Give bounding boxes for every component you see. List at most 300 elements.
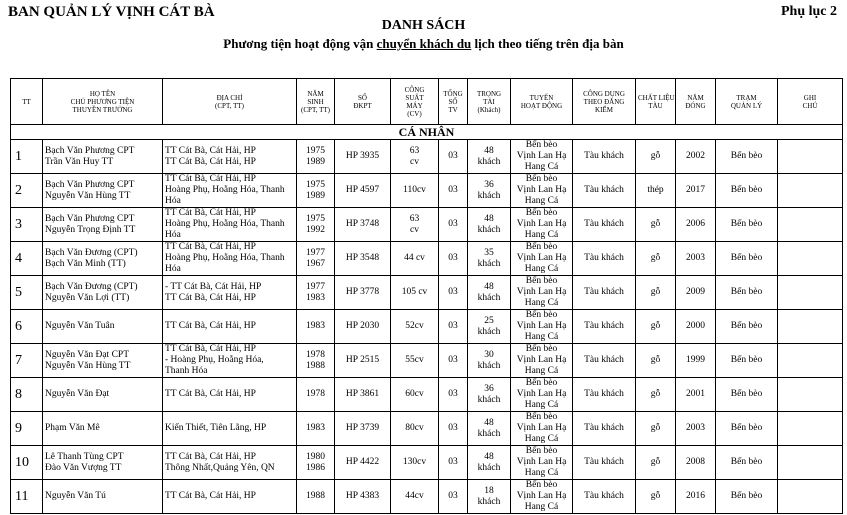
header-label-line: SỐ [358, 93, 367, 102]
cell-tt: 7 [11, 344, 43, 378]
cell-route-line: Vịnh Lan Hạ [516, 389, 567, 399]
col-tt: TT [11, 79, 43, 125]
cell-power [391, 174, 439, 208]
cell-station: Bến bèo [716, 480, 778, 514]
cell-birth [297, 174, 335, 208]
cell-usage: Tàu khách [573, 480, 636, 514]
cell-reg: HP 4422 [335, 446, 391, 480]
header-label-line: TẢI [483, 97, 495, 106]
col-power [391, 79, 439, 125]
header-label-line: (Khách) [477, 105, 501, 114]
cell-power [391, 208, 439, 242]
cell-station: Bến bèo [716, 276, 778, 310]
cell-route-line: Hang Cá [524, 400, 559, 410]
cell-address-line: Kiến Thiết, Tiên Lãng, HP [165, 423, 267, 433]
cell-birth-line: 1975 [306, 179, 325, 190]
cell-owner [43, 446, 163, 480]
cell-owner [43, 140, 163, 174]
cell-route-line: Vịnh Lan Hạ [516, 491, 567, 501]
cell-year: 2016 [676, 480, 716, 514]
cell-power-line: 60cv [405, 389, 424, 399]
cell-route-line: Hang Cá [524, 162, 559, 172]
cell-route-line: Vịnh Lan Hạ [516, 151, 567, 161]
subtitle-part-2: lịch theo tiếng trên địa bàn [471, 36, 624, 51]
header-label-line: (CV) [407, 109, 422, 118]
cell-address-line: Thông Nhất,Quảng Yên, QN [165, 462, 275, 473]
header-label-line: TRỌNG [476, 89, 502, 98]
cell-address-line: TT Cát Bà, Cát Hải, HP [165, 344, 256, 354]
cell-note [778, 446, 843, 480]
cell-capacity-line: khách [477, 360, 501, 371]
cell-note [778, 412, 843, 446]
cell-tt: 8 [11, 378, 43, 412]
cell-birth [297, 446, 335, 480]
cell-capacity [468, 276, 511, 310]
cell-capacity-line: 36 [484, 179, 494, 190]
cell-route-line: Bến bèo [525, 446, 558, 456]
cell-route-line: Hang Cá [524, 298, 559, 308]
cell-year: 2000 [676, 310, 716, 344]
col-year [676, 79, 716, 125]
cell-power-line: 55cv [405, 355, 424, 365]
cell-crew: 03 [439, 446, 468, 480]
cell-capacity [468, 140, 511, 174]
cell-owner-line: Nguyễn Văn Đạt [45, 389, 110, 399]
cell-station: Bến bèo [716, 140, 778, 174]
section-row [11, 125, 843, 140]
cell-route-line: Hang Cá [524, 264, 559, 274]
cell-material: gỗ [636, 242, 676, 276]
header-label-line: (CPT, TT) [301, 105, 330, 114]
cell-birth [297, 140, 335, 174]
cell-route [511, 378, 573, 412]
cell-station: Bến bèo [716, 378, 778, 412]
cell-crew: 03 [439, 378, 468, 412]
table-row [11, 242, 843, 276]
cell-tt: 1 [11, 140, 43, 174]
cell-owner-line: Nguyễn Văn Đạt CPT [45, 349, 129, 360]
cell-birth-line: 1988 [306, 360, 325, 371]
table-row [11, 174, 843, 208]
cell-route-line: Bến bèo [525, 480, 558, 490]
cell-capacity [468, 446, 511, 480]
cell-route-line: Bến bèo [525, 412, 558, 422]
col-capacity [468, 79, 511, 125]
header-label-line: ĐỊA CHỈ [216, 93, 243, 102]
cell-capacity-line: khách [477, 224, 501, 235]
table-row [11, 276, 843, 310]
cell-address-line: TT Cát Bà, Cát Hải, HP [165, 145, 256, 156]
cell-address-line: TT Cát Bà, Cát Hải, HP [165, 389, 256, 399]
col-crew [439, 79, 468, 125]
cell-power [391, 242, 439, 276]
header-label-line: ĐÓNG [685, 101, 706, 110]
cell-owner-line: Bạch Văn Đương (CPT) [45, 247, 138, 258]
cell-route-line: Vịnh Lan Hạ [516, 219, 567, 229]
cell-reg: HP 3861 [335, 378, 391, 412]
cell-owner-line: Nguyễn Trọng Định TT [45, 224, 136, 235]
cell-owner [43, 344, 163, 378]
cell-route-line: Bến bèo [525, 242, 558, 252]
cell-birth-line: 1983 [306, 292, 325, 303]
cell-address [163, 480, 297, 514]
cell-route [511, 276, 573, 310]
cell-route [511, 310, 573, 344]
cell-power-line: 44cv [405, 491, 424, 501]
cell-birth-line: 1989 [306, 190, 325, 201]
cell-capacity-line: khách [477, 258, 501, 269]
cell-route-line: Vịnh Lan Hạ [516, 253, 567, 263]
cell-birth [297, 412, 335, 446]
table-row [11, 480, 843, 514]
cell-owner-line: Nguyễn Văn Hùng TT [45, 190, 131, 201]
cell-birth-line: 1992 [306, 224, 325, 235]
cell-birth-line: 1975 [306, 213, 325, 224]
cell-owner-line: Đào Văn Vượng TT [45, 462, 122, 473]
cell-route-line: Bến bèo [525, 378, 558, 388]
cell-capacity [468, 480, 511, 514]
cell-route-line: Hang Cá [524, 468, 559, 478]
cell-usage: Tàu khách [573, 446, 636, 480]
cell-route-line: Bến bèo [525, 344, 558, 354]
cell-material: gỗ [636, 344, 676, 378]
cell-address [163, 140, 297, 174]
cell-owner-line: Bạch Văn Đương (CPT) [45, 281, 138, 292]
cell-tt: 3 [11, 208, 43, 242]
cell-year: 2001 [676, 378, 716, 412]
cell-address [163, 378, 297, 412]
cell-birth [297, 480, 335, 514]
cell-capacity-line: khách [477, 462, 501, 473]
cell-year: 2017 [676, 174, 716, 208]
cell-power-line: 130cv [402, 457, 427, 467]
cell-usage: Tàu khách [573, 412, 636, 446]
cell-route [511, 242, 573, 276]
document-subtitle [0, 36, 847, 52]
cell-address-line: Thanh Hóa [165, 366, 208, 376]
cell-route-line: Hang Cá [524, 196, 559, 206]
col-address [163, 79, 297, 125]
col-route [511, 79, 573, 125]
cell-year: 2006 [676, 208, 716, 242]
col-owner [43, 79, 163, 125]
cell-note [778, 208, 843, 242]
cell-power [391, 344, 439, 378]
col-material [636, 79, 676, 125]
cell-address [163, 446, 297, 480]
cell-material: gỗ [636, 140, 676, 174]
cell-crew: 03 [439, 140, 468, 174]
cell-owner-line: Bạch Văn Phương CPT [45, 179, 135, 190]
cell-usage: Tàu khách [573, 174, 636, 208]
cell-capacity-line: 25 [484, 315, 494, 326]
cell-address-line: - Hoàng Phụ, Hoằng Hóa, [165, 355, 264, 365]
header-label-line: THUYỀN TRƯỞNG [72, 105, 133, 114]
cell-route-line: Bến bèo [525, 174, 558, 184]
cell-crew: 03 [439, 174, 468, 208]
cell-power [391, 140, 439, 174]
cell-birth-line: 1978 [306, 389, 325, 399]
cell-material: gỗ [636, 276, 676, 310]
col-usage [573, 79, 636, 125]
header-label-line: TÀU [648, 101, 663, 110]
header-label-line: MÁY [406, 101, 423, 110]
col-birth [297, 79, 335, 125]
cell-route [511, 344, 573, 378]
cell-year: 1999 [676, 344, 716, 378]
cell-note [778, 344, 843, 378]
cell-station: Bến bèo [716, 310, 778, 344]
cell-address-line: TT Cát Bà, Cát Hải, HP [165, 156, 256, 167]
table-row [11, 378, 843, 412]
cell-material: gỗ [636, 208, 676, 242]
cell-birth [297, 310, 335, 344]
cell-tt: 5 [11, 276, 43, 310]
cell-capacity-line: khách [477, 156, 501, 167]
cell-station: Bến bèo [716, 412, 778, 446]
cell-note [778, 276, 843, 310]
cell-route-line: Hang Cá [524, 434, 559, 444]
cell-birth [297, 276, 335, 310]
cell-route-line: Hang Cá [524, 502, 559, 512]
cell-capacity [468, 310, 511, 344]
cell-birth-line: 1978 [306, 349, 325, 360]
cell-owner-line: Lê Thanh Tùng CPT [45, 451, 124, 462]
cell-birth-line: 1986 [306, 462, 325, 473]
cell-capacity-line: 48 [484, 281, 494, 292]
cell-birth [297, 208, 335, 242]
header-label-line: CHỦ PHƯƠNG TIỆN [70, 97, 135, 106]
cell-capacity [468, 378, 511, 412]
cell-station: Bến bèo [716, 446, 778, 480]
cell-material: gỗ [636, 378, 676, 412]
cell-route [511, 412, 573, 446]
cell-birth-line: 1975 [306, 145, 325, 156]
cell-power-line: 80cv [405, 423, 424, 433]
header-label-line: HOẠT ĐỘNG [520, 101, 563, 110]
cell-reg: HP 3548 [335, 242, 391, 276]
document-title: DANH SÁCH [381, 18, 466, 33]
cell-capacity-line: 48 [484, 145, 494, 156]
cell-capacity-line: 48 [484, 213, 494, 224]
cell-capacity [468, 344, 511, 378]
cell-station: Bến bèo [716, 174, 778, 208]
cell-capacity-line: khách [477, 496, 501, 507]
cell-crew: 03 [439, 208, 468, 242]
cell-address [163, 276, 297, 310]
col-station [716, 79, 778, 125]
table-row [11, 446, 843, 480]
header-label-line: KIỂM [595, 105, 613, 114]
cell-address-line: Hoàng Phụ, Hoằng Hóa, Thanh [165, 253, 285, 263]
cell-power-line: 110cv [403, 185, 426, 195]
cell-route-line: Vịnh Lan Hạ [516, 321, 567, 331]
cell-material: gỗ [636, 310, 676, 344]
cell-crew: 03 [439, 480, 468, 514]
header-label-line: CÔNG DỤNG [583, 89, 625, 98]
cell-capacity-line: khách [477, 326, 501, 337]
cell-crew: 03 [439, 242, 468, 276]
table-row [11, 310, 843, 344]
cell-route-line: Vịnh Lan Hạ [516, 355, 567, 365]
cell-capacity-line: 35 [484, 247, 494, 258]
cell-power-line: 105 cv [401, 287, 428, 297]
table-row [11, 140, 843, 174]
cell-tt: 11 [11, 480, 43, 514]
header-label-line: THEO ĐĂNG [583, 97, 625, 106]
appendix-label: Phụ lục 2 [780, 4, 837, 19]
cell-owner [43, 480, 163, 514]
cell-address [163, 344, 297, 378]
cell-address-line: TT Cát Bà, Cát Hải, HP [165, 242, 256, 252]
cell-crew: 03 [439, 412, 468, 446]
cell-owner-line: Trần Văn Huy TT [45, 156, 114, 167]
cell-birth-line: 1977 [306, 281, 325, 292]
header-label-line: CÔNG [404, 85, 425, 94]
cell-tt: 6 [11, 310, 43, 344]
header-label-line: TỔNG [443, 89, 463, 98]
cell-reg: HP 4383 [335, 480, 391, 514]
cell-reg: HP 3935 [335, 140, 391, 174]
cell-note [778, 140, 843, 174]
cell-address [163, 208, 297, 242]
cell-capacity-line: 48 [484, 451, 494, 462]
subtitle-part-1: Phương tiện hoạt động vận [223, 36, 377, 51]
cell-capacity [468, 242, 511, 276]
cell-route [511, 208, 573, 242]
header-label-line: HỌ TÊN [89, 89, 116, 98]
cell-capacity-line: 30 [484, 349, 494, 360]
cell-route [511, 174, 573, 208]
organization-name: BAN QUẢN LÝ VỊNH CÁT BÀ [8, 4, 215, 20]
cell-owner-line: Nguyễn Văn Tuân [45, 321, 115, 331]
cell-year: 2002 [676, 140, 716, 174]
table-row [11, 344, 843, 378]
cell-birth-line: 1983 [306, 423, 325, 433]
cell-route-line: Vịnh Lan Hạ [516, 423, 567, 433]
cell-route-line: Hang Cá [524, 366, 559, 376]
header-label-line: TUYẾN [529, 93, 554, 102]
cell-crew: 03 [439, 276, 468, 310]
cell-capacity-line: khách [477, 394, 501, 405]
cell-usage: Tàu khách [573, 208, 636, 242]
cell-route-line: Hang Cá [524, 230, 559, 240]
cell-route-line: Hang Cá [524, 332, 559, 342]
header-label-line: NĂM [307, 89, 324, 98]
cell-route [511, 446, 573, 480]
cell-birth-line: 1988 [306, 491, 325, 501]
cell-tt: 4 [11, 242, 43, 276]
cell-birth-line: 1989 [306, 156, 325, 167]
cell-usage: Tàu khách [573, 344, 636, 378]
cell-birth [297, 344, 335, 378]
cell-route-line: Bến bèo [525, 310, 558, 320]
cell-tt: 2 [11, 174, 43, 208]
cell-year: 2003 [676, 242, 716, 276]
cell-station: Bến bèo [716, 208, 778, 242]
cell-address-line: Hóa [165, 264, 181, 274]
cell-birth-line: 1967 [306, 258, 325, 269]
cell-address-line: Hóa [165, 196, 181, 206]
cell-material: gỗ [636, 480, 676, 514]
cell-address [163, 412, 297, 446]
header-label-line: TRẠM [736, 93, 757, 102]
cell-address-line: Hóa [165, 230, 181, 240]
header-label-line: (CPT, TT) [215, 101, 244, 110]
cell-address-line: TT Cát Bà, Cát Hải, HP [165, 208, 256, 218]
cell-owner [43, 412, 163, 446]
cell-capacity-line: 18 [484, 485, 494, 496]
cell-address-line: TT Cát Bà, Cát Hải, HP [165, 174, 256, 184]
section-label: CÁ NHÂN [11, 125, 843, 140]
cell-reg: HP 4597 [335, 174, 391, 208]
cell-year: 2003 [676, 412, 716, 446]
cell-owner [43, 378, 163, 412]
cell-capacity [468, 412, 511, 446]
cell-owner-line: Bạch Văn Minh (TT) [45, 258, 126, 269]
cell-power [391, 446, 439, 480]
cell-owner-line: Nguyễn Văn Lợi (TT) [45, 292, 130, 303]
cell-route-line: Vịnh Lan Hạ [516, 457, 567, 467]
cell-owner-line: Nguyễn Văn Hùng TT [45, 360, 131, 371]
cell-power-line: 63 [409, 145, 420, 156]
cell-usage: Tàu khách [573, 310, 636, 344]
cell-route-line: Bến bèo [525, 276, 558, 286]
table-header-row [11, 79, 843, 125]
cell-address-line: Hoàng Phụ, Hoằng Hóa, Thanh [165, 219, 285, 229]
cell-power-line: 63 [409, 213, 420, 224]
cell-crew: 03 [439, 344, 468, 378]
cell-year: 2008 [676, 446, 716, 480]
cell-crew: 03 [439, 310, 468, 344]
cell-tt: 9 [11, 412, 43, 446]
cell-owner [43, 242, 163, 276]
cell-power [391, 276, 439, 310]
cell-address [163, 174, 297, 208]
cell-birth-line: 1983 [306, 321, 325, 331]
cell-material: thép [636, 174, 676, 208]
cell-power-line: 52cv [405, 321, 424, 331]
cell-owner [43, 174, 163, 208]
cell-station: Bến bèo [716, 242, 778, 276]
header-label-line: TV [448, 105, 458, 114]
cell-owner-line: Bạch Văn Phương CPT [45, 145, 135, 156]
cell-reg: HP 3748 [335, 208, 391, 242]
cell-power [391, 378, 439, 412]
header-label-line: NĂM [687, 93, 704, 102]
header-label-line: QUẢN LÝ [730, 101, 763, 110]
cell-power-line: cv [410, 224, 419, 235]
cell-usage: Tàu khách [573, 242, 636, 276]
cell-power-line: cv [410, 156, 419, 167]
header-label-line: GHI [803, 93, 817, 102]
cell-address-line: TT Cát Bà, Cát Hải, HP [165, 321, 256, 331]
cell-power [391, 412, 439, 446]
cell-route-line: Vịnh Lan Hạ [516, 287, 567, 297]
cell-year: 2009 [676, 276, 716, 310]
cell-power [391, 310, 439, 344]
cell-birth-line: 1977 [306, 247, 325, 258]
cell-power-line: 44 cv [404, 253, 425, 263]
cell-owner-line: Nguyễn Văn Tú [45, 491, 106, 501]
cell-owner [43, 276, 163, 310]
col-note [778, 79, 843, 125]
cell-material: gỗ [636, 446, 676, 480]
table-row [11, 208, 843, 242]
cell-note [778, 174, 843, 208]
cell-address [163, 310, 297, 344]
cell-capacity [468, 208, 511, 242]
